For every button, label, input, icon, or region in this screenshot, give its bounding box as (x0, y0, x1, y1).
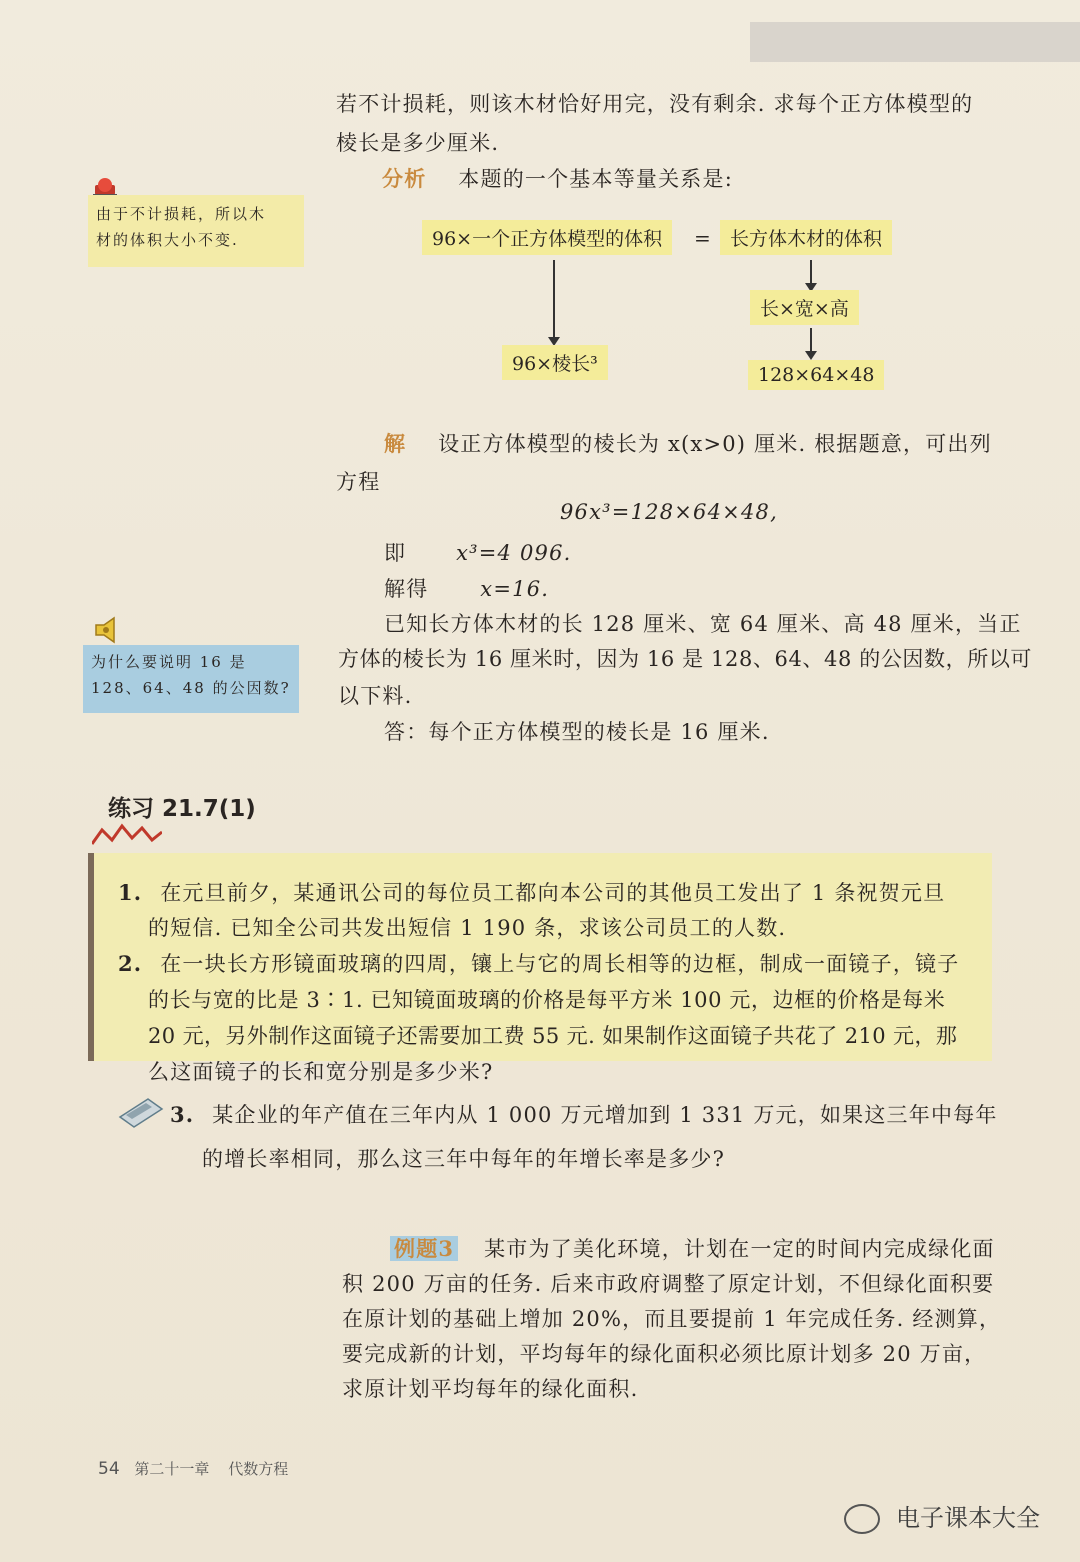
solution-check-line2: 方体的棱长为 16 厘米时，因为 16 是 128、64、48 的公因数，所以可 (338, 647, 1033, 671)
exercise-item-2-num: 2. (118, 951, 143, 976)
example3-row (390, 1233, 995, 1263)
exercise-side-bar (88, 853, 94, 1061)
solution-check-line3: 以下料. (338, 684, 413, 708)
problem-intro-line1: 若不计损耗，则该木材恰好用完，没有剩余. 求每个正方体模型的 (336, 92, 974, 116)
page-footer (98, 1458, 288, 1479)
diagram-arrow-left (553, 260, 555, 338)
exercise-item-3-line1: 某企业的年产值在三年内从 1 000 万元增加到 1 331 万元，如果这三年中每年 (212, 1103, 998, 1127)
solution-answer: 答：每个正方体模型的棱长是 16 厘米. (384, 720, 770, 744)
solution-jiede-label: 解得 (384, 577, 429, 601)
exercise-item-2-line3: 20 元，另外制作这面镜子还需要加工费 55 元. 如果制作这面镜子共花了 210 元，那 (148, 1024, 958, 1048)
zigzag-decoration-icon (92, 822, 162, 848)
diagram-right-bottom-box: 128×64×48 (748, 360, 884, 390)
example3-line3: 在原计划的基础上增加 20%，而且要提前 1 年完成任务. 经测算， (342, 1307, 1002, 1331)
diagram-left-box: 96×一个正方体模型的体积 (422, 220, 672, 255)
calculator-icon (118, 1095, 164, 1129)
exercise-item-2-line2: 的长与宽的比是 3∶1. 已知镜面玻璃的价格是每平方米 100 元，边框的价格是每米 (148, 988, 946, 1012)
analysis-tag: 分析 (382, 166, 427, 191)
solution-line1: 设正方体模型的棱长为 x(x>0) 厘米. 根据题意，可出列 (438, 432, 992, 456)
diagram-arrow-right-top (810, 260, 812, 284)
solution-tag: 解 (384, 431, 407, 456)
exercise-item-2 (118, 948, 959, 978)
exercise-item-3-line2: 的增长率相同，那么这三年中每年的年增长率是多少? (202, 1147, 726, 1171)
exercise-item-2-line4: 么这面镜子的长和宽分别是多少米? (148, 1060, 494, 1084)
exercise-item-3 (170, 1099, 998, 1129)
exercise-item-1 (118, 877, 945, 907)
example3-tag: 例题3 (390, 1236, 458, 1261)
chapter-title: 代数方程 (228, 1460, 289, 1478)
exercise-item-2-line1: 在一块长方形镜面玻璃的四周，镶上与它的周长相等的边框，制成一面镜子，镜子 (160, 952, 960, 976)
watermark-text: 电子课本大全 (896, 1504, 1040, 1532)
example3-line2: 积 200 万亩的任务. 后来市政府调整了原定计划，不但绿化面积要 (342, 1272, 995, 1296)
solution-line2: 方程 (336, 470, 381, 494)
speaker-icon (92, 615, 122, 645)
analysis-row (382, 163, 733, 193)
side-note-loss-line1: 由于不计损耗，所以木 (96, 205, 267, 223)
chapter-number: 第二十一章 (134, 1460, 210, 1478)
side-note-common-factor-line1: 为什么要说明 16 是 (91, 653, 247, 671)
side-note-common-factor-line2: 128、64、48 的公因数? (91, 679, 291, 697)
diagram-equals: = (694, 226, 711, 250)
solution-jiede-row (384, 573, 549, 603)
side-note-common-factor (83, 645, 299, 713)
header-strip (750, 22, 1080, 62)
solution-equation: 96x³=128×64×48, (560, 500, 778, 524)
problem-intro-line2: 棱长是多少厘米. (336, 131, 500, 155)
analysis-text: 本题的一个基本等量关系是: (458, 167, 733, 191)
solution-row (384, 428, 992, 458)
solution-ji-eq: x³=4 096. (456, 541, 572, 565)
side-note-loss (88, 195, 304, 267)
alarm-icon (92, 175, 118, 197)
solution-jiede-eq: x=16. (480, 577, 550, 601)
wechat-icon (844, 1504, 880, 1534)
exercise-title: 练习 21.7(1) (108, 796, 256, 822)
exercise-item-1-line1: 在元旦前夕，某通讯公司的每位员工都向本公司的其他员工发出了 1 条祝贺元旦 (160, 881, 946, 905)
example3-line1: 某市为了美化环境，计划在一定的时间内完成绿化面 (484, 1237, 995, 1261)
example3-line4: 要完成新的计划，平均每年的绿化面积必须比原计划多 20 万亩， (342, 1342, 987, 1366)
exercise-item-3-num: 3. (170, 1102, 195, 1127)
watermark (844, 1498, 1040, 1534)
diagram-right-mid-box: 长×宽×高 (750, 290, 859, 325)
solution-ji-row (384, 537, 572, 567)
diagram-right-box: 长方体木材的体积 (720, 220, 892, 255)
example3-line5: 求原计划平均每年的绿化面积. (342, 1377, 639, 1401)
exercise-item-1-line2: 的短信. 已知全公司共发出短信 1 190 条，求该公司员工的人数. (148, 916, 787, 940)
solution-ji-label: 即 (384, 541, 407, 565)
exercise-item-1-num: 1. (118, 880, 143, 905)
diagram-left-bottom-box: 96×棱长³ (502, 345, 608, 380)
solution-check-line1: 已知长方体木材的长 128 厘米、宽 64 厘米、高 48 厘米，当正 (384, 612, 1022, 636)
side-note-loss-line2: 材的体积大小不变. (96, 231, 239, 249)
page-number: 54 (98, 1459, 120, 1479)
diagram-arrow-right-bottom (810, 328, 812, 352)
